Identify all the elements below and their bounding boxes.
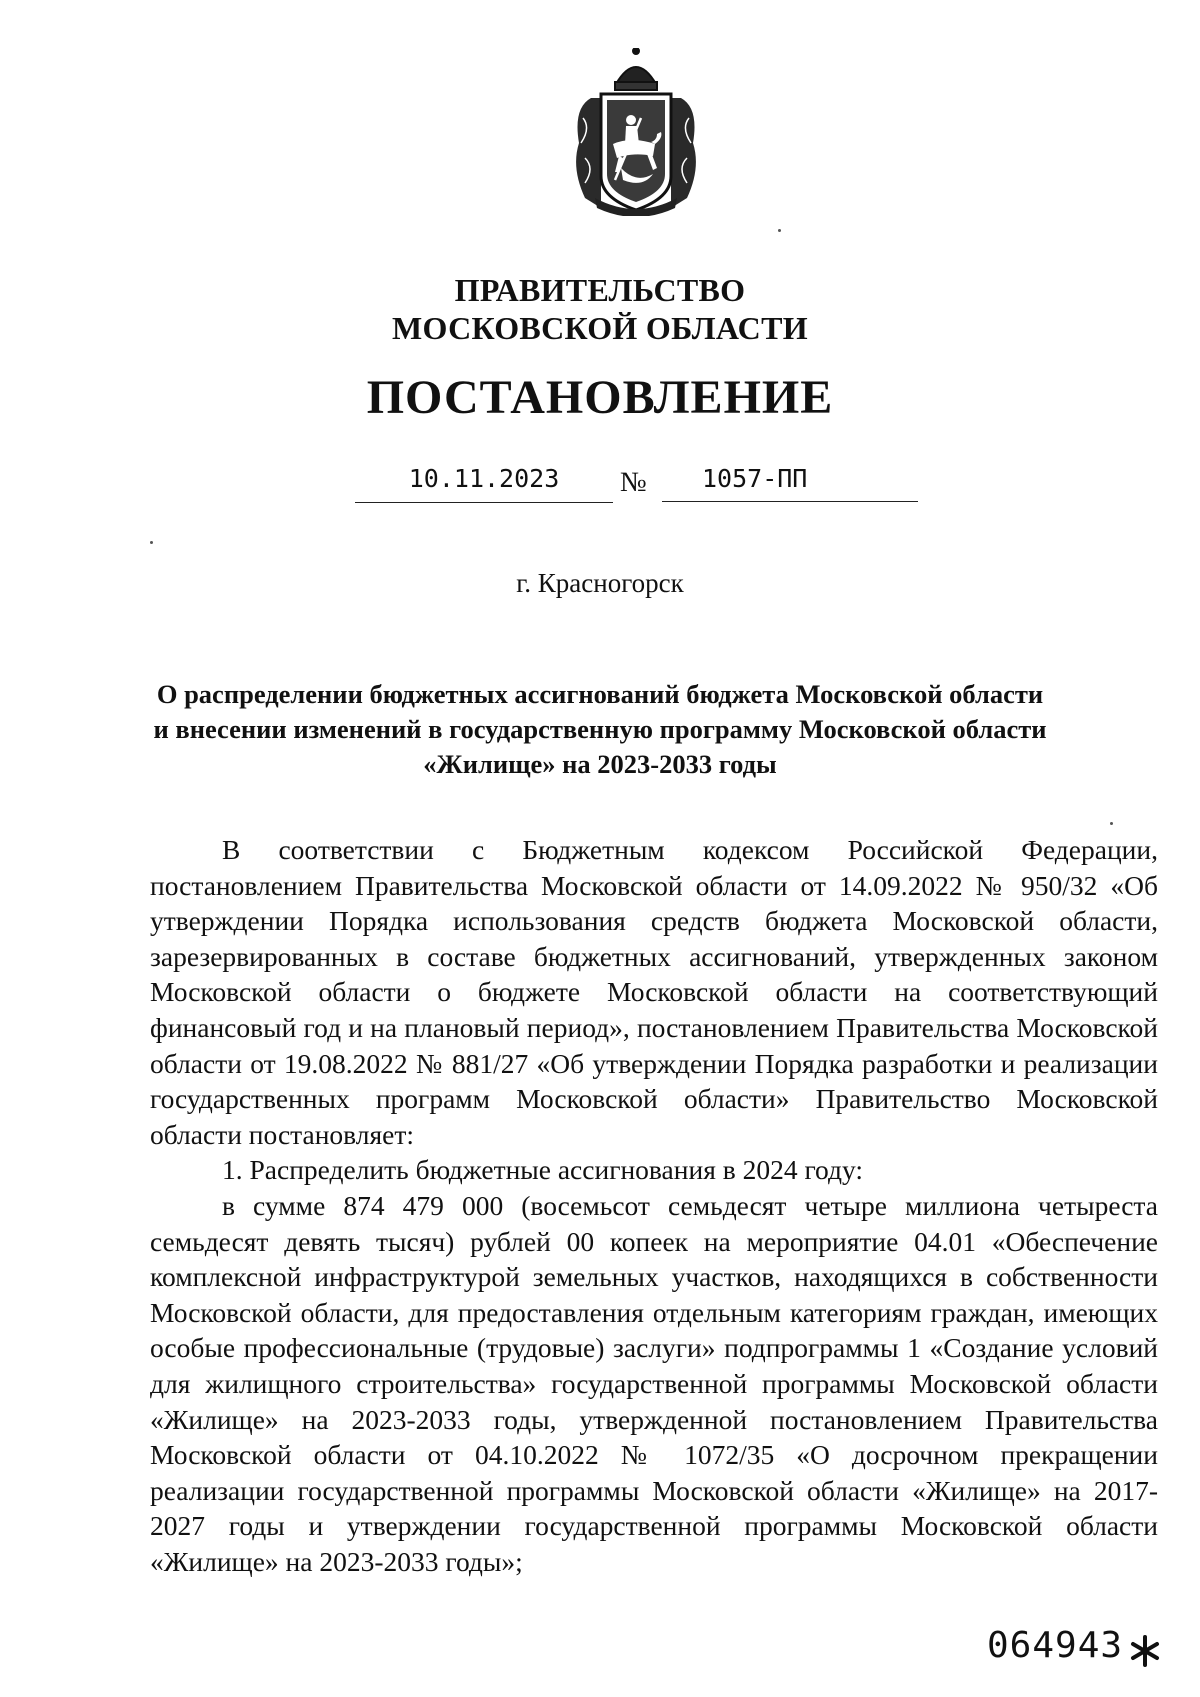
coat-of-arms-icon [571, 48, 701, 216]
asterisk-icon [1128, 1634, 1162, 1668]
title-line2: и внесении изменений в государственную программу Московской области [153, 714, 1047, 744]
title-line3: «Жилище» на 2023-2033 годы [423, 749, 777, 779]
document-date: 10.11.2023 [355, 462, 613, 503]
city-name: г. Красногорск [516, 568, 684, 598]
serial-number: 064943 [987, 1625, 1124, 1666]
body-paragraph-preamble: В соответствии с Бюджетным кодексом Российской Федерации, постановлением Правительства Московской области от 14.09.2022 № 950/32 «Об утверждении Порядка использования средств бюджета Московской области, зарезервированных в составе бюджетных ассигнований, утвержденных законом Московской области о бюджете Московской области на соответствующий финансовый год и на плановый период», постановлением Правительства Московской области от 19.08.2022 № 881/27 «Об утверждении Порядка разработки и реализации государственных программ Московской области» Правительство Московской области постановляет: [150, 834, 1158, 1150]
title-line1: О распределении бюджетных ассигнований бюджета Московской области [156, 679, 1044, 709]
document-number: 1057-ПП [662, 462, 918, 502]
organization-name-line2: МОСКОВСКОЙ ОБЛАСТИ [392, 310, 808, 346]
document-body [150, 832, 1158, 1579]
number-sign: № [620, 467, 647, 498]
scan-speck [778, 229, 781, 232]
document-type: ПОСТАНОВЛЕНИЕ [366, 371, 834, 424]
body-paragraph-allocation: в сумме 874 479 000 (восемьсот семьдесят четыре миллиона четыреста семьдесят девять тысяч) рублей 00 копеек на мероприятие 04.01 «Обеспечение комплексной инфраструктурой земельных участков, находящихся в собственности Московской области, для предоставления отдельным категориям граждан, имеющих особые профессиональные (трудовые) заслуги» подпрограммы 1 «Создание условий для жилищного строительства» государственной программы Московской области «Жилище» на 2023-2033 годы, утвержденной постановлением Правительства Московской области от 04.10.2022 № 1072/35 «О досрочном прекращении реализации государственной программы Московской области «Жилище» на 2017-2027 годы и утверждении государственной программы Московской области «Жилище» на 2023-2033 годы»; [150, 1189, 1158, 1577]
scan-speck [150, 541, 153, 544]
scan-speck [1110, 822, 1113, 825]
organization-name-line1: ПРАВИТЕЛЬСТВО [454, 272, 746, 308]
body-paragraph-item1: 1. Распределить бюджетные ассигнования в 2024 году: [222, 1154, 864, 1186]
document-title [150, 677, 1050, 782]
